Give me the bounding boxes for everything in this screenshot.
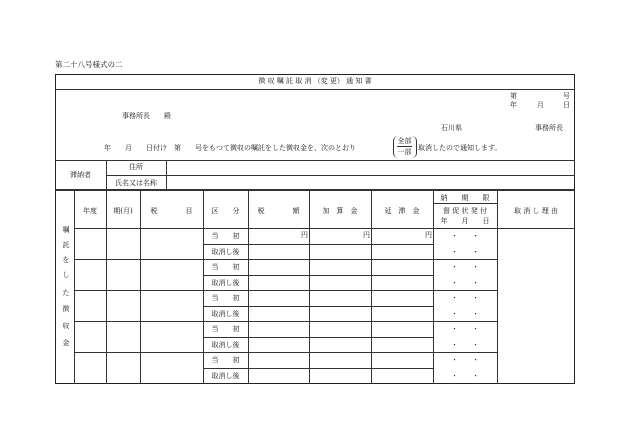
row-label: 当 初 <box>211 294 240 302</box>
header-tax-item: 税 目 <box>150 207 193 215</box>
notice-text-prefix: 年 月 日付け 第 号をもつて徴収の嘱託をした徴収金を、次のとおり <box>104 144 356 152</box>
form-number: 第二十八号様式の二 <box>55 60 123 69</box>
addressee: 事務所長 殿 <box>122 112 171 120</box>
header-period: 期(月) <box>113 207 133 215</box>
date-dots: ・ ・ <box>451 372 479 380</box>
row-label: 当 初 <box>211 325 240 333</box>
header-bottom-line <box>74 228 575 229</box>
col-line-3 <box>140 191 141 384</box>
notice-text-suffix: 取消したので通知します。 <box>418 144 502 152</box>
option-divider <box>397 146 412 147</box>
side-label-char: し <box>62 271 70 279</box>
date-month: 月 <box>537 101 544 109</box>
row-line <box>203 337 433 338</box>
date-day: 日 <box>563 101 570 109</box>
col-line-1 <box>74 191 75 384</box>
header-delinquency: 延 滞 金 <box>384 207 420 215</box>
side-label-char: た <box>62 289 70 297</box>
sender-office: 事務所長 <box>535 124 563 132</box>
date-dots: ・ ・ <box>451 232 479 240</box>
date-dots: ・ ・ <box>451 294 479 302</box>
row-line <box>74 321 497 322</box>
yen-delinquency: 円 <box>425 231 432 239</box>
date-dots: ・ ・ <box>451 325 479 333</box>
side-label-char: を <box>62 256 70 264</box>
row-line <box>74 290 497 291</box>
col-line-7 <box>371 191 372 384</box>
side-label-char: 収 <box>62 322 70 330</box>
side-label-char: 嘱 <box>62 226 70 234</box>
sender-prefecture: 石川県 <box>441 124 462 132</box>
date-dai: 第 <box>510 92 517 100</box>
option-all: 全部 <box>397 137 412 145</box>
yen-tax-amount: 円 <box>301 231 308 239</box>
col-line-9 <box>497 191 498 384</box>
title-divider <box>55 89 575 90</box>
row-line <box>203 368 433 369</box>
name-label: 氏名又は名称 <box>115 179 157 187</box>
side-label-char: 徴 <box>62 305 70 313</box>
header-deadline-ymd: 年 月 日 <box>440 217 490 225</box>
header-additional: 加 算 金 <box>322 207 358 215</box>
date-year: 年 <box>510 101 517 109</box>
row-line <box>74 259 497 260</box>
header-year: 年度 <box>83 207 97 215</box>
row-label: 当 初 <box>211 356 240 364</box>
col-line-5 <box>248 191 249 384</box>
row-line <box>74 352 497 353</box>
date-dots: ・ ・ <box>451 279 479 287</box>
row-label: 当 初 <box>211 232 240 240</box>
date-go: 号 <box>563 92 570 100</box>
col-line-6 <box>309 191 310 384</box>
date-dots: ・ ・ <box>451 310 479 318</box>
row-label: 取消し後 <box>211 279 240 287</box>
row-label: 当 初 <box>211 263 240 271</box>
col-line-2 <box>106 191 107 384</box>
header-deadline-sub: 督 促 状 発 付 <box>443 207 487 215</box>
header-reason: 取 消 し 理 由 <box>514 207 558 215</box>
date-dots: ・ ・ <box>451 248 479 256</box>
row-line <box>203 275 433 276</box>
side-label-char: 金 <box>62 339 70 347</box>
date-dots: ・ ・ <box>451 263 479 271</box>
row-label: 取消し後 <box>211 310 240 318</box>
form-title: 徴 収 嘱 託 取 消 （変 更） 通 知 書 <box>258 77 372 85</box>
header-category: 区 分 <box>211 207 240 215</box>
side-label-char: 託 <box>62 241 70 249</box>
date-dots: ・ ・ <box>451 356 479 364</box>
option-part: 一部 <box>397 148 412 156</box>
header-tax-amount: 税 額 <box>257 207 300 215</box>
address-label: 住所 <box>129 163 143 171</box>
row-line <box>203 306 433 307</box>
row-label: 取消し後 <box>211 248 240 256</box>
row-label: 取消し後 <box>211 341 240 349</box>
header-deadline: 納 期 限 <box>440 194 490 202</box>
row-line <box>203 244 433 245</box>
yen-additional: 円 <box>363 231 370 239</box>
taxpayer-mid-line <box>106 175 575 176</box>
row-label: 取消し後 <box>211 372 240 380</box>
taxpayer-label: 滞納者 <box>70 171 91 179</box>
date-dots: ・ ・ <box>451 341 479 349</box>
deadline-sub-line <box>433 203 497 204</box>
taxpayer-top-line <box>55 160 575 161</box>
